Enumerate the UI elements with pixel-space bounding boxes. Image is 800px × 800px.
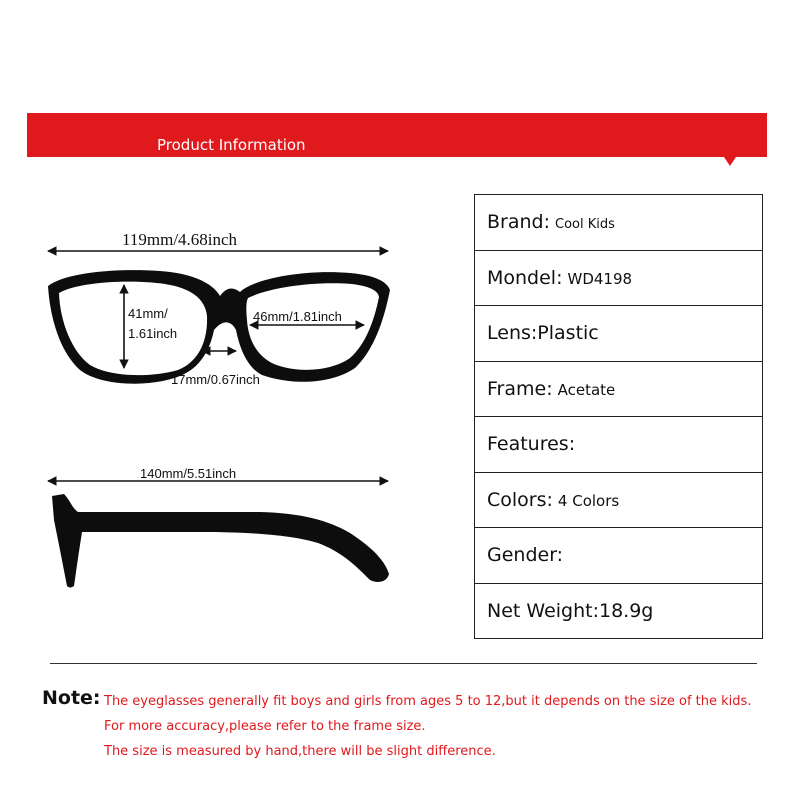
spec-value: 4 Colors (557, 491, 620, 510)
spec-cell (475, 528, 763, 584)
spec-key: Brand: (487, 211, 550, 234)
total-width-label: 119mm/4.68inch (122, 230, 238, 249)
lens-height-label-1: 41mm/ (128, 306, 168, 321)
spec-value: 18.9g (599, 599, 654, 622)
divider-line (50, 663, 757, 664)
glasses-dimension-diagram (0, 0, 470, 620)
spec-value: Acetate (557, 380, 616, 399)
banner-notch (724, 157, 736, 166)
spec-key: Features: (487, 433, 576, 456)
bridge-label: 17mm/0.67inch (171, 372, 260, 387)
note-line-2: For more accuracy,please refer to the frame size. (104, 719, 426, 734)
note-label: Note: (42, 687, 101, 709)
spec-key: Gender: (487, 544, 564, 567)
spec-cell (475, 306, 763, 362)
spec-row (475, 361, 763, 417)
spec-row (475, 250, 763, 306)
spec-cell (475, 361, 763, 417)
spec-key: Colors: (487, 488, 553, 511)
spec-cell (475, 250, 763, 306)
banner-title: Product Information (157, 136, 306, 154)
spec-value: WD4198 (567, 269, 633, 288)
note-line-1: The eyeglasses generally fit boys and girls from ages 5 to 12,but it depends on the size of the kids. (104, 694, 752, 709)
spec-value: Cool Kids (555, 217, 615, 233)
spec-cell (475, 583, 763, 639)
glasses-front-frame (48, 270, 390, 384)
spec-row (475, 195, 763, 251)
spec-key: Mondel: (487, 266, 563, 289)
temple-length-label: 140mm/5.51inch (140, 466, 237, 481)
spec-key: Lens: (487, 322, 538, 345)
spec-value: Plastic (537, 322, 599, 345)
spec-row (475, 417, 763, 473)
glasses-temple-arm (52, 494, 389, 588)
lens-height-label-2: 1.61inch (128, 326, 178, 341)
note-line-3: The size is measured by hand,there will be slight difference. (104, 744, 496, 759)
spec-row (475, 306, 763, 362)
spec-cell (475, 195, 763, 251)
spec-key: Frame: (487, 377, 553, 400)
spec-key: Net Weight: (487, 599, 599, 622)
lens-width-label: 46mm/1.81inch (253, 309, 342, 324)
spec-row (475, 583, 763, 639)
spec-cell (475, 472, 763, 528)
spec-row (475, 528, 763, 584)
spec-cell (475, 417, 763, 473)
spec-row (475, 472, 763, 528)
spec-table (474, 194, 763, 639)
